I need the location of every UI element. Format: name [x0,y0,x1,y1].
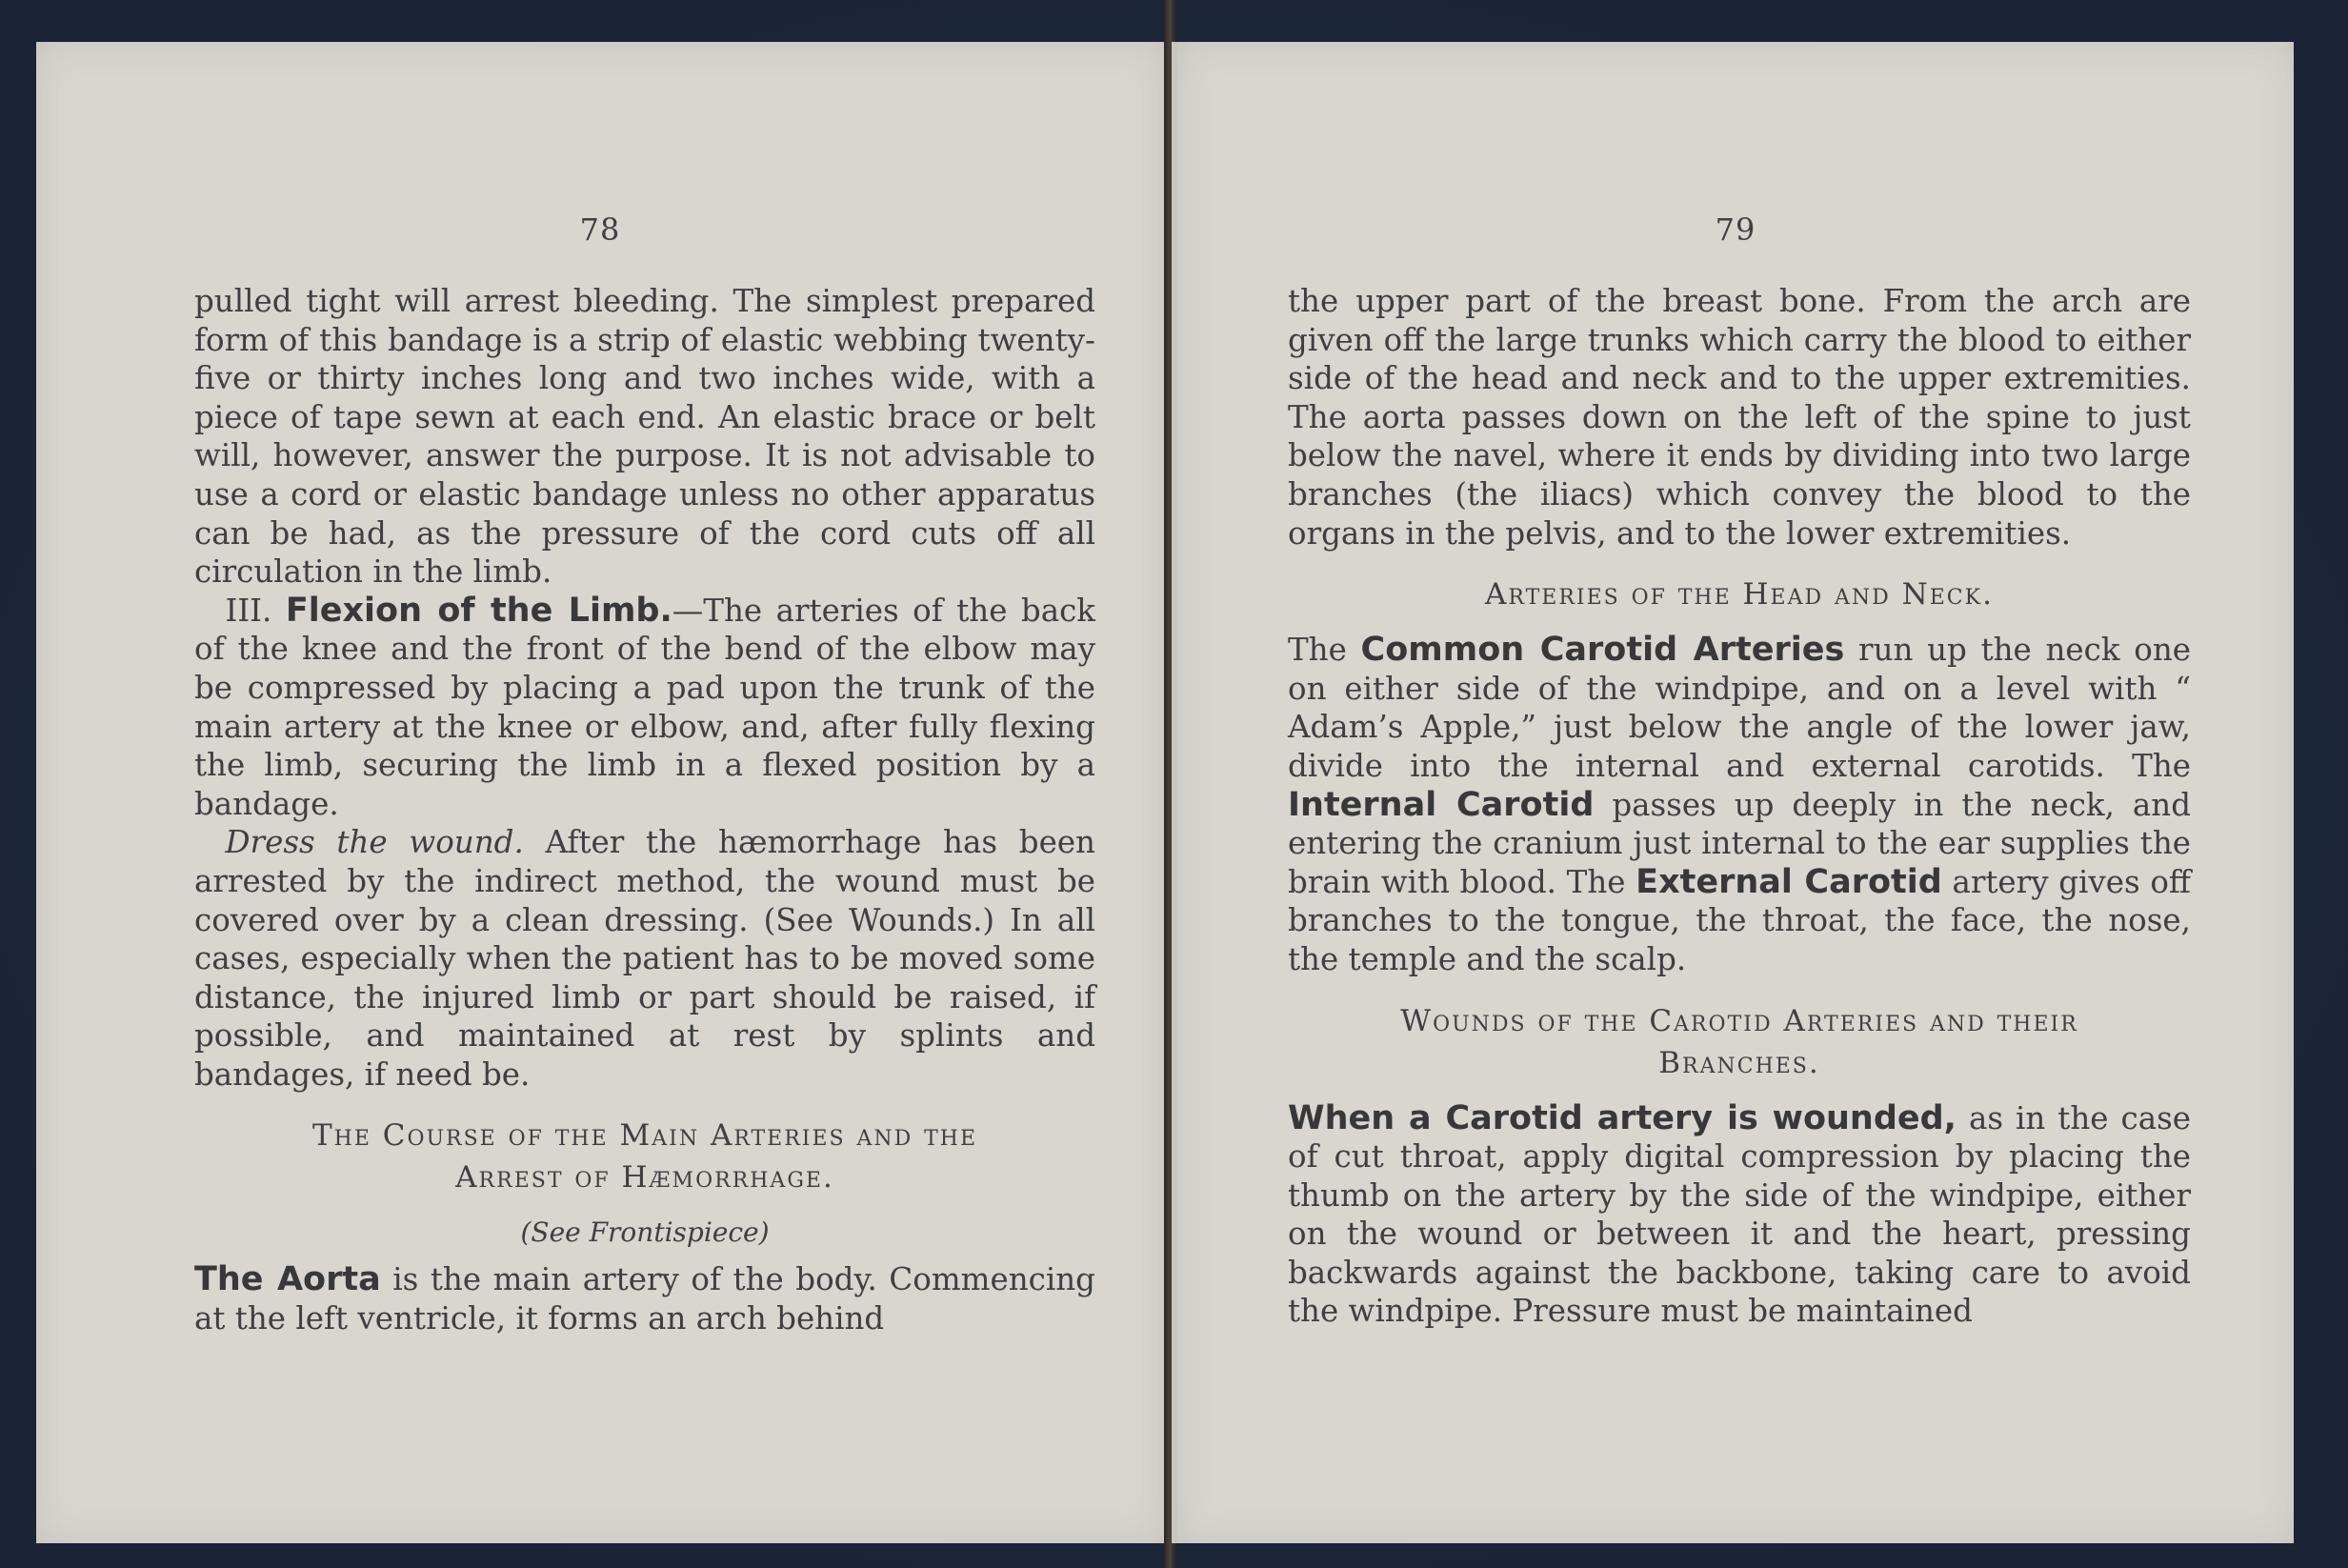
subheading: (See Frontispiece) [520,1216,770,1249]
section-heading [1288,1000,2191,1084]
term-aorta: The Aorta [194,1260,381,1299]
section-title-flexion: Flexion of the Limb. [285,591,672,630]
paragraph-prefix: III. [225,592,286,629]
term-carotid-wounded: When a Carotid artery is wounded, [1288,1098,1957,1137]
heading-line: Arrest of Hæmorrhage. [455,1160,834,1196]
paragraph-text: The [1288,632,1361,669]
paragraph: pulled tight will arrest bleeding. The simplest prepared form of this bandage is a strip of elastic webbing twenty-five or thirty inches long and two inches wide, with a piece of tape sewn at each end. An elastic brace or belt will, however, answer the purpose. It is not advisable to use a cord or elastic bandage unless no other apparatus can be had, as the pressure of the cord cuts off all circulation in the limb. [194,283,1095,591]
right-page-text [1288,282,2191,1331]
paragraph-text: artery gives off branches to the tongue, the throat, the face, the nose, the temple and the scalp. [1288,863,2191,977]
term-external-carotid: External Carotid [1636,862,1942,901]
italic-phrase: Dress the wound. [225,824,524,861]
paragraph-text: as in the case of cut throat, apply digital compression by placing the thumb on the artery by the side of the windpipe, either on the wound or between it and the heart, pressing backwards against the backbone, taking care to avoid the windpipe. Pressure must be maintained [1288,1099,2191,1330]
section-heading: Arteries of the Head and Neck. [1485,577,1994,613]
paragraph: the upper part of the breast bone. From the arch are given off the large trunks which carry the blood to either side of the head and neck and to the upper extremities. The aorta passes down on the left of the spine to just below the navel, where it ends by dividing into two large branches (the iliacs) which convey the blood to the organs in the pelvis, and to the lower extremities. [1288,283,2191,552]
paragraph-text: After the hæmorrhage has been arrested by the indirect method, the wound must be covered over by a clean dressing. (See Wounds.) In all cases, especially when the patient has to be moved some distance, the injured limb or part should be raised, if possible, and maintained at rest by splints and bandages, if need be. [194,824,1095,1093]
left-page [36,42,1170,1543]
paragraph-text: is the main artery of the body. Commencing at the left ventricle, it forms an arch behind [194,1261,1095,1337]
page-number-right: 79 [1715,211,1756,248]
term-common-carotid: Common Carotid Arteries [1360,631,1845,670]
paragraph [1288,631,2191,978]
term-internal-carotid: Internal Carotid [1288,785,1595,824]
section-heading [194,1115,1095,1198]
paragraph [194,1260,1095,1337]
paragraph [1288,1099,2191,1332]
paragraph-text: —The arteries of the back of the knee and the front of the bend of the elbow may be compressed by placing a pad upon the trunk of the main artery at the knee or elbow, and, after fully flexing the limb, securing the limb in a flexed position by a bandage. [194,592,1095,822]
paragraph [194,592,1095,824]
paragraph-text: run up the neck one on either side of the windpipe, and on a level with “ Adam’s Apple,” just below the angle of the lower jaw, divide into the internal and external carotids. The [1288,632,2191,784]
left-page-text [194,282,1095,1337]
page-number-left: 78 [579,211,621,248]
paragraph [194,823,1095,1094]
paragraph-text: passes up deeply in the neck, and entering the cranium just internal to the ear supplies the brain with blood. The [1288,786,2192,900]
right-page [1172,42,2294,1543]
heading-line: Wounds of the Carotid Arteries and their [1400,1003,2078,1038]
heading-line: Branches. [1658,1045,1820,1080]
heading-line: The Course of the Main Arteries and the [311,1118,978,1154]
